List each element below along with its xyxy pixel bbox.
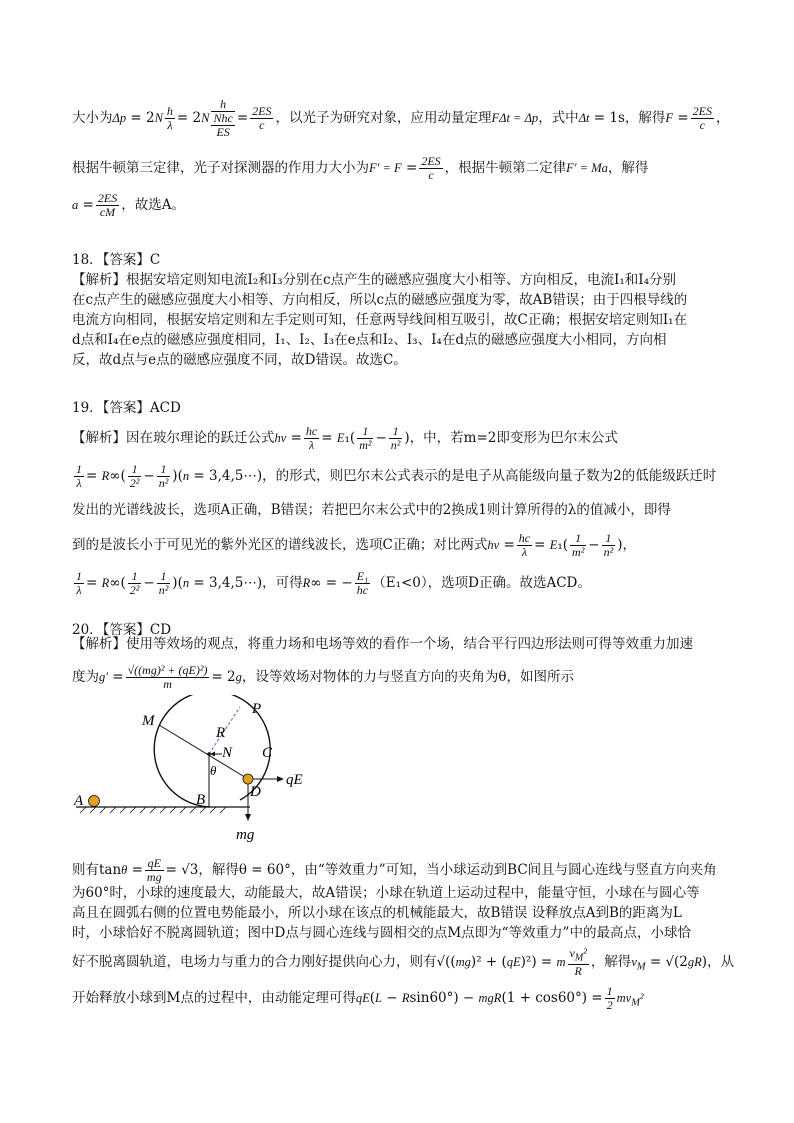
text: ，根据牛顿第二定律 bbox=[444, 160, 567, 176]
q18-line: 反，故d点与e点的磁感应强度不同，故D错误。故选C。 bbox=[72, 352, 407, 368]
text: ，故选A。 bbox=[121, 197, 185, 213]
q19-line1: 【解析】因在玻尔理论的跃迁公式hν = $\frac{hc}{\lambda}$ = E₁( $\frac{1}{\text{m²}}$ − $\frac{1}{\text{n²}}$ )，中，若m=2即变形为巴尔末公式 bbox=[72, 424, 618, 452]
q18-line: 电流方向相同，根据安培定则和左手定则可知，任意两导线间相互吸引，故C正确；根据安培定则知I₁在 bbox=[72, 312, 688, 328]
text: ，式中 bbox=[538, 110, 579, 126]
q19-line4: 到的是波长小于可见光的紫外光区的谱线波长，选项C正确；对比两式hν = $\frac{hc}{\lambda}$ = E₁( $\frac{1}{\text{m²}}$ − $\frac{1}{\text{n²}}$ )， bbox=[72, 531, 636, 559]
text: 到的是波长小于可见光的紫外光区的谱线波长，选项C正确；对比两式 bbox=[72, 537, 488, 553]
q18-line: 在c点产生的磁感应强度大小相等、方向相反，所以c点的磁感应强度为零，故AB错误；由于四根导线的 bbox=[72, 292, 688, 308]
label-r: R bbox=[216, 725, 226, 741]
label-d: D bbox=[250, 784, 261, 800]
text: ，设等效场对物体的力与竖直方向的夹角为θ，如图所示 bbox=[241, 669, 575, 685]
text: 开始释放小球到M点的过程中，由动能定理可得 bbox=[72, 990, 356, 1006]
text: ，从 bbox=[707, 954, 735, 971]
q17-line2: 根据牛顿第三定律，光子对探测器的作用力大小为F′ = F = $\frac{2ES}{c}$ ，根据牛顿第二定律F′ = Ma，解得 bbox=[72, 154, 649, 182]
q18-header: 18．【答案】C bbox=[72, 252, 161, 268]
formula: $\frac{2ES}{c}$ bbox=[421, 154, 441, 182]
ball-a bbox=[89, 796, 100, 807]
q17-line3: a = $\frac{2ES}{cM}$ ，故选A。 bbox=[72, 191, 185, 219]
q20-line: 时，小球恰好不脱离圆轨道；图中D点与圆心连线与圆相交的点M点即为“等效重力”中的最高点，小球恰 bbox=[72, 925, 691, 941]
q20-header: 20．【答案】CD bbox=[72, 622, 172, 638]
text: 好不脱离圆轨道，电场力与重力的合力刚好提供向心力，则有 bbox=[72, 954, 437, 971]
q17-line1: 大小为Δp = 2N $\frac{h}{\lambda}$ = 2N h Nhc ES = $\frac{2ES}{c}$ ，以光子为研究对象，应用动量定理FΔt = Δp，式中Δt = 1s，解得F = $\frac{2ES}{c}$ ， bbox=[72, 97, 730, 139]
text: 则有 bbox=[72, 862, 99, 878]
text: ，解得 bbox=[624, 110, 666, 126]
q18-line: 【解析】根据安培定则知电流I₂和I₃分别在c点产生的磁感应强度大小相等、方向相反，电流I₁和I₄分别 bbox=[72, 272, 677, 288]
label-m: M bbox=[142, 713, 155, 729]
text: 根据牛顿第三定律，光子对探测器的作用力大小为 bbox=[72, 160, 369, 176]
circular-track-diagram bbox=[70, 695, 330, 845]
q20-line7: 好不脱离圆轨道，电场力与重力的合力刚好提供向心力，则有√((mg)² + (qE)²) = m $\frac{v_M^2}{R}$ ，解得$v_M = √(2gR)$，从 bbox=[72, 946, 735, 979]
q19-line2: $\frac{1}{\lambda}$ = R∞( $\frac{1}{\text{2²}}$ − $\frac{1}{\text{n²}}$ )(n = 3,4,5⋯)，的形式，则巴尔末公式表示的是电子从高能级向量子数为2的低能级跃迁时 bbox=[76, 462, 717, 490]
text: 【解析】因在玻尔理论的跃迁公式 bbox=[72, 430, 275, 446]
q18-line: d点和I₄在e点的磁感应强度相同，I₁、I₂、I₃在e点和I₂、I₃、I₄在d点的磁感应强度大小相同，方向相 bbox=[72, 332, 667, 348]
text: ，中，若m=2即变形为巴尔末公式 bbox=[409, 430, 618, 446]
label-c: C bbox=[262, 745, 273, 761]
text: （E₁<0），选项D正确。故选ACD。 bbox=[372, 575, 591, 591]
q20-line: 高且在圆弧右侧的位置电势能最小，所以小球在该点的机械能最大，故B错误 设释放点A到B的距离为L bbox=[72, 905, 682, 921]
text: ，解得 bbox=[607, 160, 649, 176]
q20-line: 为60°时，小球的速度最大，动能最大，故A错误；小球在轨道上运动过程中，能量守恒，小球在与圆心等 bbox=[72, 885, 700, 901]
q20-line8: 开始释放小球到M点的过程中，由动能定理可得qE(L − Rsin60°) − mgR(1 + cos60°) = $\frac{1}{2}$ $mv_M^2$ bbox=[72, 984, 644, 1012]
formula: $\frac{2ES}{cM}$ bbox=[97, 191, 118, 219]
formula: $\frac{2ES}{c}$ bbox=[692, 104, 713, 132]
q20-line: 【解析】使用等效场的观点，将重力场和电场等效的看作一个场，结合平行四边形法则可得等效重力加速 bbox=[72, 636, 693, 652]
formula: $\frac{h}{\lambda}$ bbox=[166, 104, 173, 132]
formula: $\frac{2ES}{c}$ bbox=[252, 104, 272, 132]
arrow-head bbox=[245, 814, 251, 821]
label-a: A bbox=[74, 793, 84, 809]
text: ，的形式，则巴尔末公式表示的是电子从高能级向量子数为2的低能级跃迁时 bbox=[262, 468, 717, 484]
label-p: P bbox=[252, 701, 262, 717]
label-mg: mg bbox=[236, 827, 255, 843]
q20-line2: 度为g′ = $\frac{\text{√((mg)² + (qE)²)}}{m}$ = 2g，设等效场对物体的力与竖直方向的夹角为θ，如图所示 bbox=[72, 663, 575, 691]
diameter-line bbox=[159, 725, 248, 779]
text: ，可得 bbox=[262, 575, 303, 591]
q19-line5: $\frac{1}{\lambda}$ = R∞( $\frac{1}{\text{2²}}$ − $\frac{1}{\text{n²}}$ )(n = 3,4,5⋯)，可得R∞ = − $\frac{\text{E₁}}{hc}$ （E₁<0），选项D正确。故选ACD。 bbox=[76, 569, 591, 597]
label-n: N bbox=[222, 745, 233, 761]
q19-line: 发出的光谱线波长，选项A正确，B错误；若把巴尔末公式中的2换成1则计算所得的λ的值减小，即得 bbox=[72, 502, 671, 518]
q20-line3: 则有tanθ = $\frac{qE}{mg}$ = √3，解得θ = 60°，由“等效重力”可知，当小球运动到BC间且与圆心连线与竖直方向夹角 bbox=[72, 856, 717, 884]
text: 度为 bbox=[72, 669, 99, 685]
label-qe: qE bbox=[286, 772, 303, 788]
ball-d bbox=[243, 774, 253, 784]
text: 大小为 bbox=[72, 110, 113, 126]
formula: h Nhc ES bbox=[213, 97, 233, 139]
text: ，解得 bbox=[590, 954, 632, 971]
label-theta: θ bbox=[210, 763, 217, 778]
label-b: B bbox=[196, 792, 206, 808]
arrow-head bbox=[277, 776, 284, 782]
q19-header: 19．【答案】ACD bbox=[72, 400, 181, 416]
text: ，以光子为研究对象，应用动量定理 bbox=[275, 110, 492, 126]
text: ，解得θ = 60°，由“等效重力”可知，当小球运动到BC间且与圆心连线与竖直方向夹角 bbox=[198, 862, 717, 878]
